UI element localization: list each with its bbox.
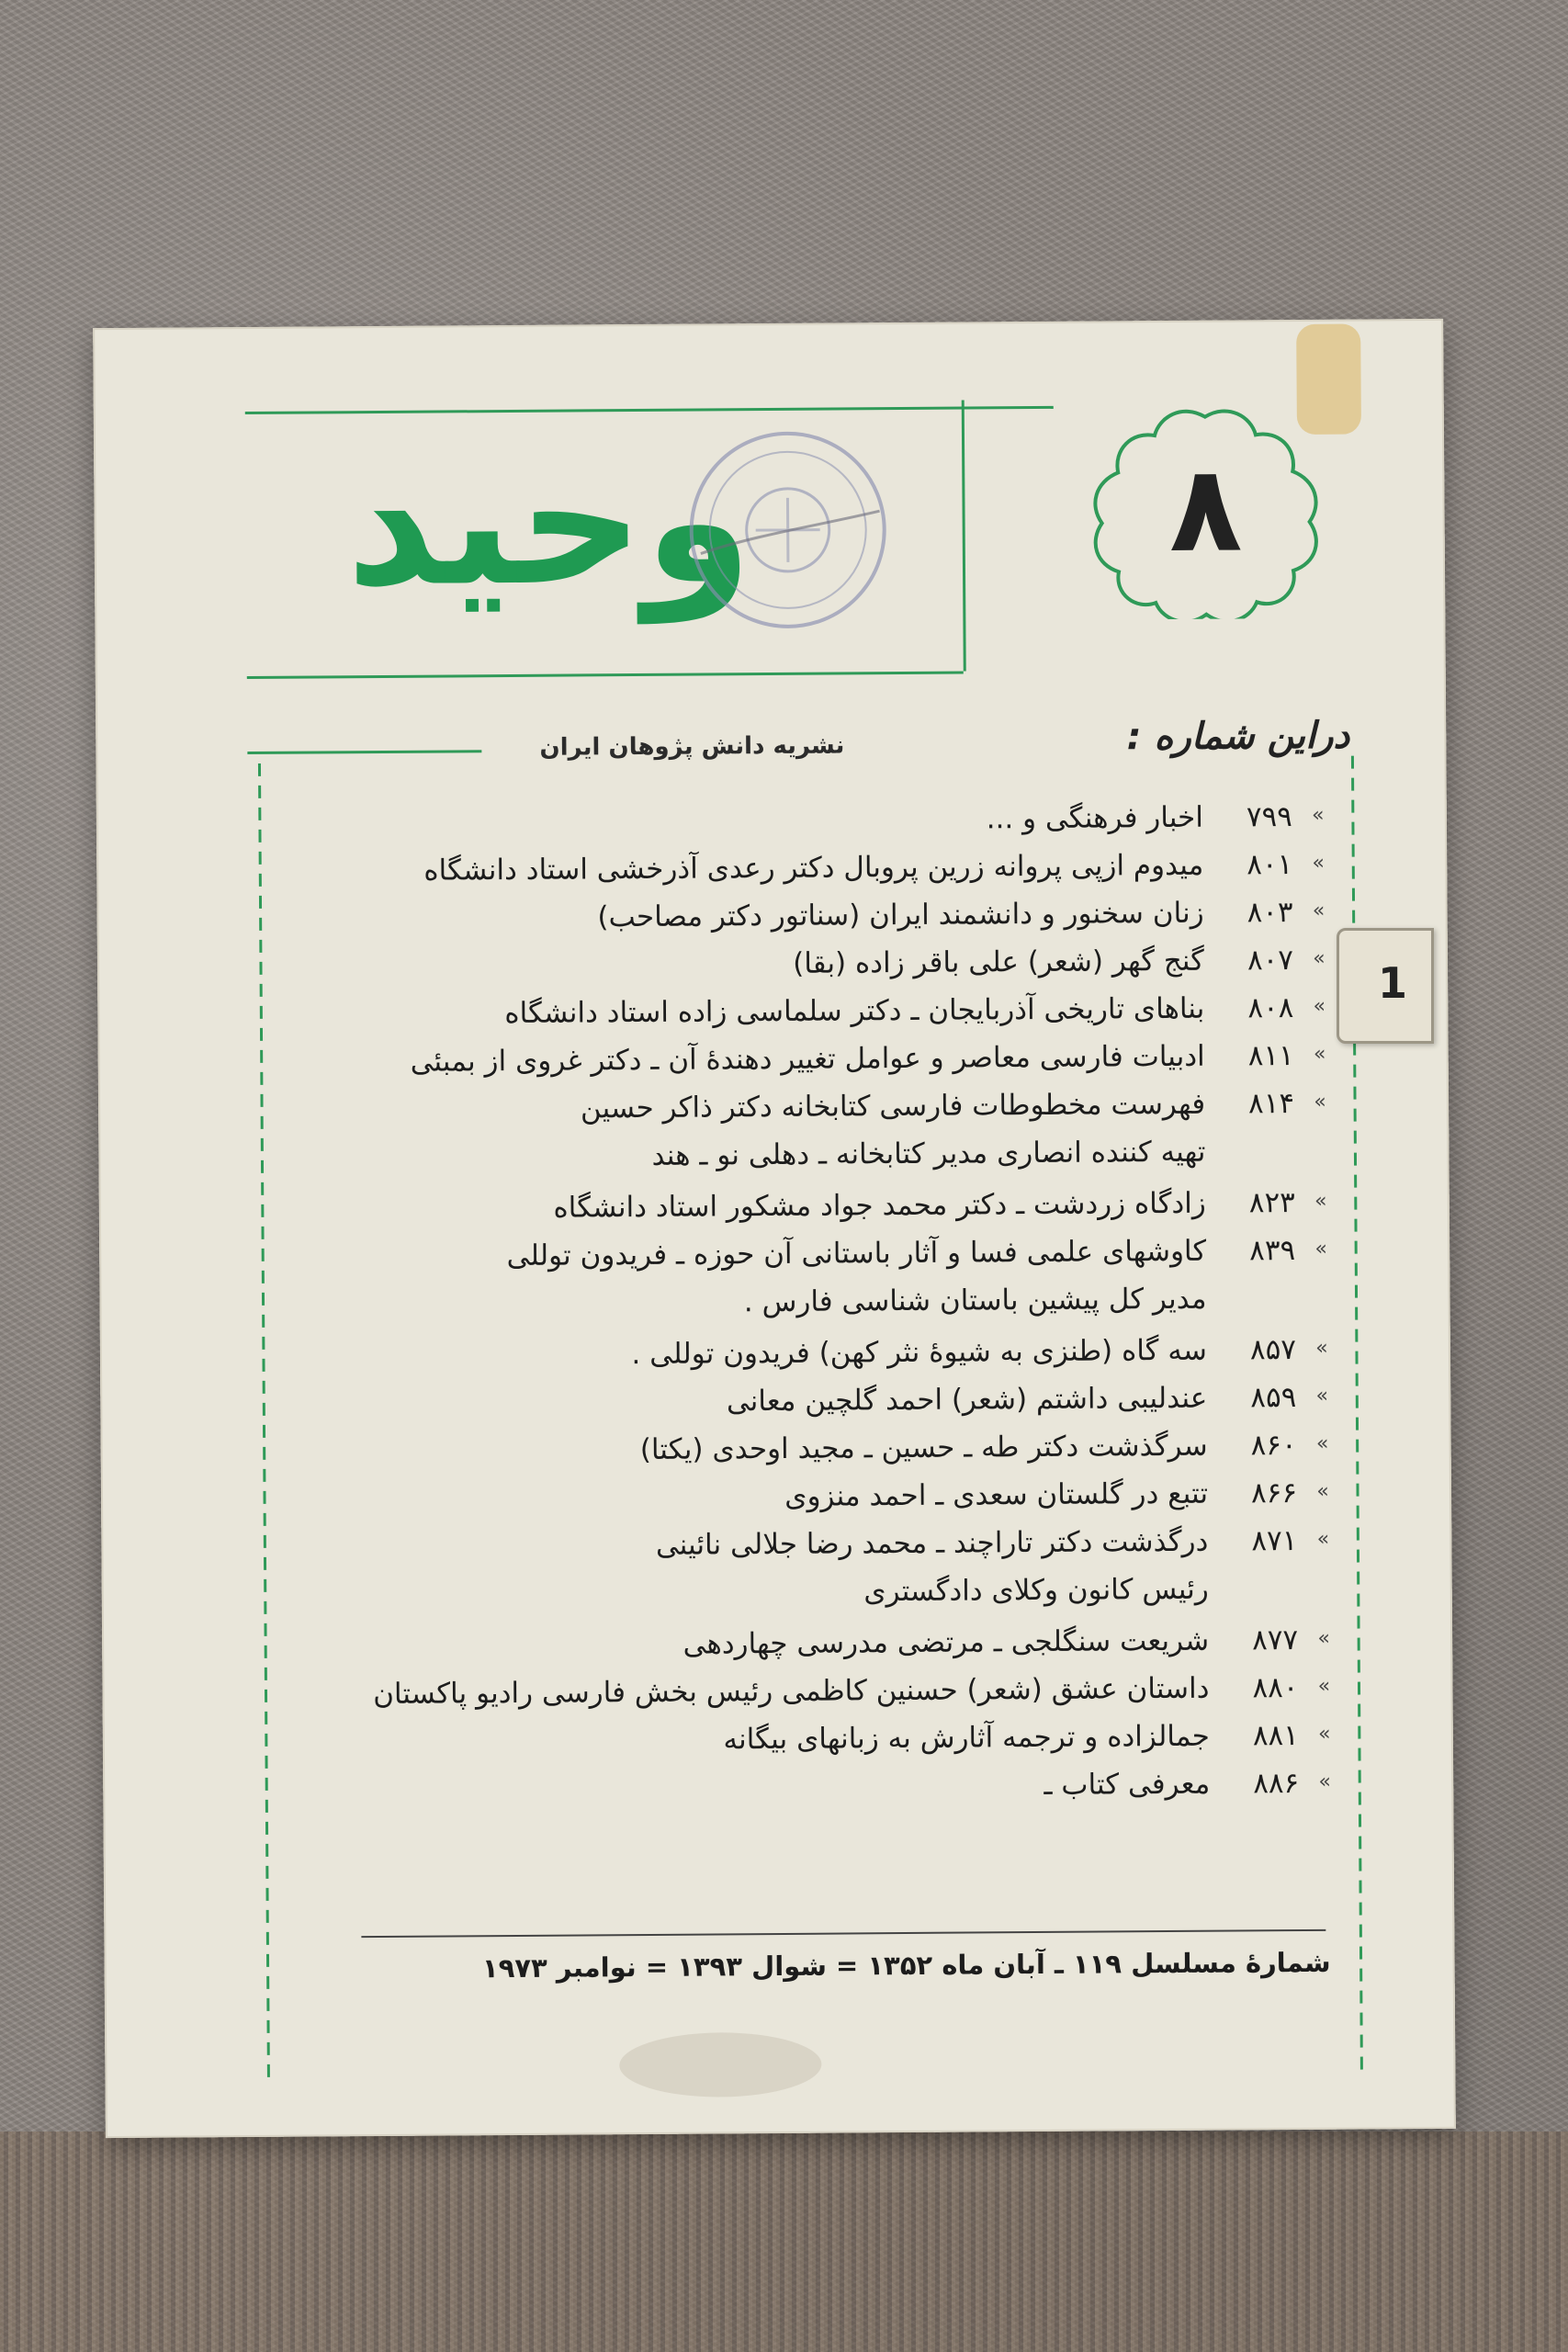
toc-entry-title: سرگذشت دکتر طه ـ حسین ـ مجید اوحدی (یکتا) [639, 1429, 1208, 1467]
toc-entry [341, 1616, 1333, 1671]
toc-entry [340, 1469, 1332, 1524]
toc-bullet-icon: » [1312, 851, 1325, 875]
toc-entry [336, 984, 1328, 1039]
toc-bullet-icon: » [1313, 946, 1325, 970]
toc-page-number: ۸۸۶ [1253, 1767, 1300, 1801]
toc-entry-title: درگذشت دکتر تاراچند ـ محمد رضا جلالی نائینی [655, 1524, 1209, 1562]
masthead-vertical-rule [962, 401, 966, 672]
toc-entry [335, 793, 1327, 848]
toc-bullet-icon: » [1316, 1527, 1330, 1551]
toc-page-number: ۸۱۴ [1247, 1087, 1295, 1121]
toc-page-number: ۸۵۷ [1249, 1333, 1297, 1367]
toc-bullet-icon: » [1318, 1770, 1332, 1793]
left-chain-border-icon [250, 763, 277, 2082]
toc-page-number: ۸۸۱ [1252, 1719, 1299, 1753]
issue-number: ۸ [1168, 438, 1243, 579]
toc-entry [335, 888, 1327, 944]
table-of-contents [335, 793, 1336, 1930]
toc-page-number: ۸۳۹ [1249, 1234, 1296, 1268]
toc-entry-continuation [341, 1565, 1333, 1623]
toc-entry-title: عندلیبی داشتم (شعر) احمد گلچین معانی [726, 1381, 1208, 1419]
toc-page-number: ۸۸۰ [1252, 1671, 1299, 1705]
rug-background [0, 2132, 1568, 2352]
toc-page-number: ۸۶۶ [1250, 1476, 1298, 1510]
paper-stain [619, 2032, 821, 2098]
magazine-subtitle: نشریه دانش پژوهان ایران [539, 731, 845, 762]
toc-bullet-icon: » [1312, 899, 1325, 922]
toc-entry [337, 1080, 1329, 1135]
masthead-bottom-rule [247, 672, 964, 679]
toc-entry-title: گنج گهر (شعر) علی باقر زاده (بقا) [793, 944, 1205, 980]
toc-bullet-icon: » [1317, 1626, 1330, 1650]
toc-bullet-icon: » [1313, 994, 1326, 1018]
toc-page-number: ۸۱۱ [1247, 1039, 1294, 1073]
toc-entry [337, 1032, 1329, 1087]
toc-entry [336, 936, 1328, 991]
masthead-top-rule [245, 406, 1054, 414]
toc-bullet-icon: » [1316, 1479, 1329, 1503]
toc-entry-title: معرفی کتاب ـ [1043, 1767, 1211, 1802]
toc-entry-title: ادبیات فارسی معاصر و عوامل تغییر دهندهٔ آن ـ دکتر غروی از بمبئی [410, 1039, 1205, 1079]
magazine-cover [93, 319, 1456, 2138]
toc-page-number: ۷۹۹ [1246, 800, 1293, 834]
toc-entry [340, 1517, 1332, 1572]
magazine-title: وحید [344, 419, 753, 626]
toc-bullet-icon: » [1315, 1384, 1329, 1408]
toc-entry-continuation-text: رئیس کانون وکلای دادگستری [863, 1572, 1209, 1609]
side-index-tab-label: 1 [1378, 958, 1408, 1008]
toc-entry-title: اخبار فرهنگی و ... [986, 800, 1204, 836]
toc-entry-title: سه گاه (طنزی به شیوهٔ نثر کهن) فریدون توللی . [631, 1333, 1208, 1372]
toc-page-number: ۸۷۷ [1252, 1623, 1299, 1657]
toc-entry-title: تتبع در گلستان سعدی ـ احمد منزوی [784, 1476, 1209, 1513]
footer-rule [361, 1929, 1325, 1938]
toc-bullet-icon: » [1313, 1042, 1326, 1066]
toc-entry-title: بناهای تاریخی آذربایجان ـ دکتر سلماسی زاده استاد دانشگاه [504, 991, 1205, 1031]
toc-bullet-icon: » [1315, 1431, 1329, 1455]
toc-page-number: ۸۰۱ [1247, 848, 1293, 882]
toc-entry [340, 1421, 1332, 1476]
toc-entry [338, 1227, 1330, 1282]
subtitle-rule [247, 750, 481, 754]
toc-entry [338, 1179, 1330, 1234]
toc-page-number: ۸۰۳ [1247, 896, 1293, 930]
toc-bullet-icon: » [1314, 1090, 1326, 1114]
toc-entry [342, 1759, 1334, 1815]
toc-entry [339, 1326, 1331, 1381]
toc-bullet-icon: » [1318, 1722, 1331, 1746]
toc-bullet-icon: » [1314, 1189, 1327, 1213]
in-this-issue-heading: دراین شماره : [1126, 714, 1350, 759]
toc-entry-continuation-text: تهیه کننده انصاری مدیر کتابخانه ـ دهلی نو ـ هند [651, 1135, 1206, 1172]
toc-bullet-icon: » [1312, 803, 1325, 827]
toc-entry-title: میدوم ازپی پروانه زرین پروبال دکتر رعدی آذرخشی استاد دانشگاه [423, 848, 1204, 888]
toc-page-number: ۸۰۸ [1247, 991, 1294, 1025]
toc-page-number: ۸۶۰ [1250, 1429, 1297, 1463]
toc-page-number: ۸۵۹ [1250, 1381, 1297, 1415]
toc-page-number: ۸۰۷ [1247, 944, 1294, 978]
toc-bullet-icon: » [1317, 1674, 1331, 1698]
toc-bullet-icon: » [1314, 1237, 1327, 1261]
paper-stain [1296, 324, 1361, 435]
toc-entry-title: جمالزاده و ترجمه آثارش به زبانهای بیگانه [723, 1719, 1210, 1757]
toc-entry [342, 1712, 1334, 1767]
toc-entry-title: فهرست مخطوطات فارسی کتابخانه دکتر ذاکر حسین [580, 1087, 1206, 1125]
toc-entry-title: داستان عشق (شعر) حسنین کاظمی رئیس بخش فارسی رادیو پاکستان [372, 1671, 1210, 1712]
toc-entry-title: شریعت سنگلجی ـ مرتضی مدرسی چهاردهی [682, 1623, 1210, 1661]
toc-entry-continuation [338, 1274, 1330, 1333]
toc-entry [341, 1664, 1333, 1719]
toc-entry-continuation-text: مدیر کل پیشین باستان شناسی فارس . [743, 1282, 1207, 1319]
issue-serial-footer: شمارهٔ مسلسل ۱۱۹ ـ آبان ماه ۱۳۵۲ = شوال ۱۳۹۳ = نوامبر ۱۹۷۳ [481, 1946, 1331, 1984]
toc-entry [339, 1374, 1331, 1429]
toc-entry-title: زنان سخنور و دانشمند ایران (سناتور دکتر مصاحب) [597, 896, 1204, 934]
toc-bullet-icon: » [1315, 1336, 1328, 1360]
toc-entry-title: زادگاه زردشت ـ دکتر محمد جواد مشکور استاد دانشگاه [553, 1186, 1206, 1225]
toc-entry-title: کاوشهای علمی فسا و آثار باستانی آن حوزه ـ فریدون توللی [506, 1234, 1207, 1273]
toc-page-number: ۸۷۱ [1251, 1524, 1298, 1558]
toc-entry [335, 841, 1327, 896]
toc-entry-continuation [337, 1127, 1329, 1186]
round-library-stamp-icon [682, 424, 895, 637]
toc-page-number: ۸۲۳ [1248, 1186, 1295, 1220]
